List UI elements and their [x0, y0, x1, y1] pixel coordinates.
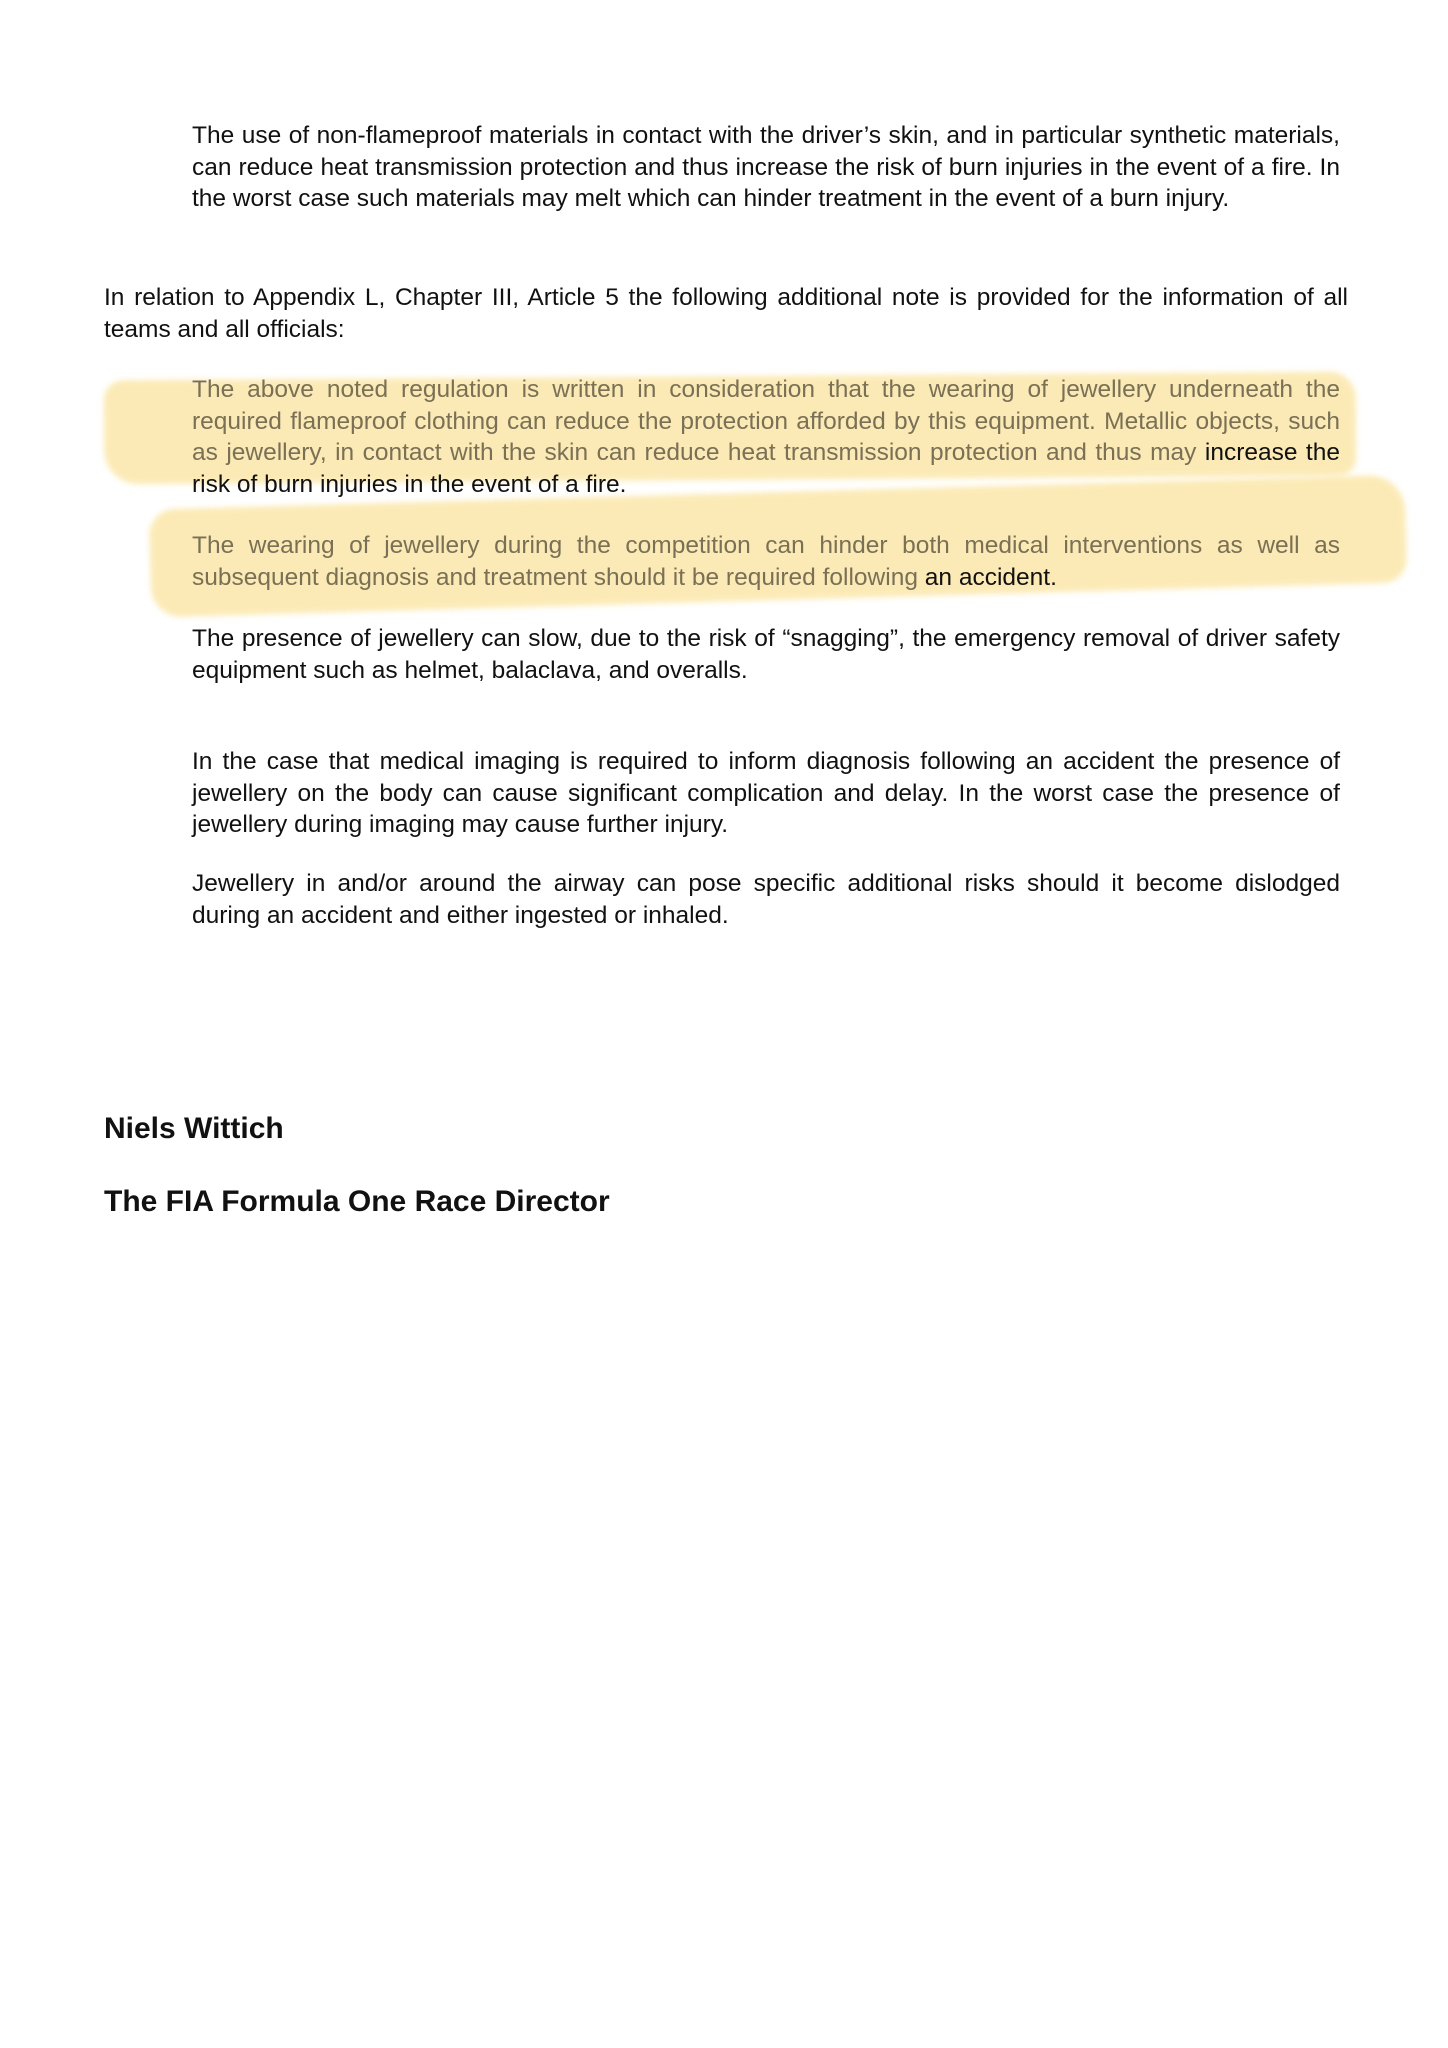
- paragraph-snagging-risk: The presence of jewellery can slow, due to the risk of “snagging”, the emergency removal of driver safety equipment such as helmet, balaclava, and overalls.: [192, 625, 1340, 684]
- paragraph-airway-risk: Jewellery in and/or around the airway can pose specific additional risks should it become dislodged during an accident and either ingested or inhaled.: [192, 870, 1340, 929]
- paragraph-medical-interventions: [192, 530, 1340, 593]
- signatory-title: The FIA Formula One Race Director: [104, 1185, 610, 1218]
- signatory-name: Niels Wittich: [104, 1112, 284, 1145]
- paragraph-medical-imaging: In the case that medical imaging is required to inform diagnosis following an accident the presence of jewellery on the body can cause significant complication and delay. In the worst case the presence of jewellery during imaging may cause further injury.: [192, 748, 1340, 838]
- highlighted-text: The wearing of jewellery during the competition can hinder both medical interventions as well as subsequent diagnosis and treatment should it be required following: [192, 532, 1340, 591]
- highlighted-text: The above noted regulation is written in consideration that the wearing of jewellery underneath the required flameproof clothing can reduce the protection afforded by this equipment. Metallic objects, such as jewellery, in contact with the skin can reduce heat transmission protection and thus may: [192, 376, 1340, 466]
- paragraph-appendix-reference: In relation to Appendix L, Chapter III, Article 5 the following additional note is provided for the information of all teams and all officials:: [104, 284, 1348, 343]
- unhighlighted-text: an accident.: [924, 563, 1057, 591]
- paragraph-non-flameproof-materials: The use of non-flameproof materials in contact with the driver’s skin, and in particular synthetic materials, can reduce heat transmission protection and thus increase the risk of burn injuries in the event of a fire. In the worst case such materials may melt which can hinder treatment in the event of a burn injury.: [192, 122, 1340, 212]
- unhighlighted-text: increase the risk of burn injuries in the event of a fire.: [192, 439, 1340, 498]
- paragraph-regulation-note: [192, 374, 1340, 500]
